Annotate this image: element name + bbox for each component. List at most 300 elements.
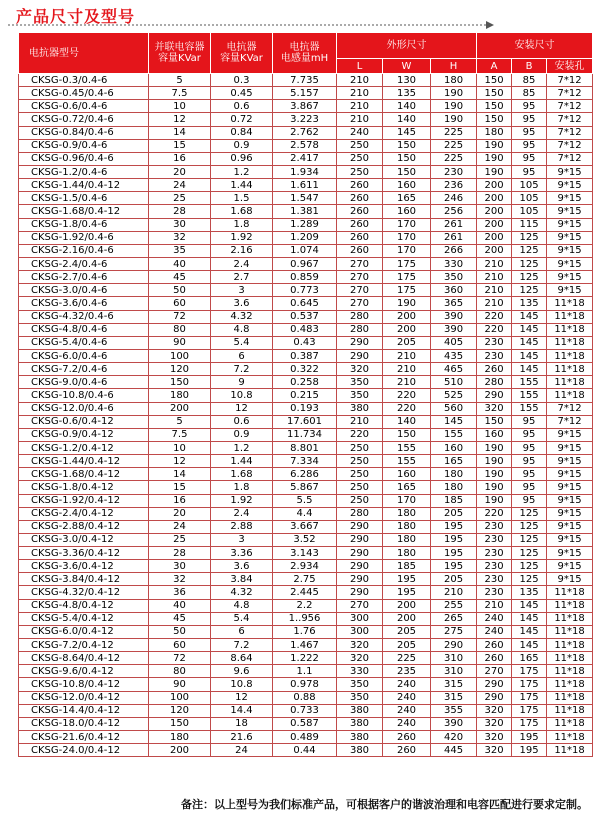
cell-dim-w: 240 [383, 678, 431, 691]
cell-dim-w: 140 [383, 113, 431, 126]
cell-reactor-kvar: 2.88 [211, 520, 273, 533]
cell-dim-l: 290 [337, 520, 383, 533]
cell-install-hole: 7*12 [547, 415, 593, 428]
cell-install-hole: 7*12 [547, 113, 593, 126]
cell-install-hole: 7*12 [547, 152, 593, 165]
table-row [19, 494, 593, 507]
cell-dim-h: 290 [431, 639, 477, 652]
cell-install-b: 95 [512, 100, 547, 113]
cell-install-b: 125 [512, 257, 547, 270]
cell-dim-l: 250 [337, 468, 383, 481]
cell-dim-h: 160 [431, 441, 477, 454]
cell-install-b: 95 [512, 468, 547, 481]
cell-inductance-mh: 2.75 [273, 573, 337, 586]
cell-install-hole: 7*12 [547, 74, 593, 87]
cell-dim-l: 320 [337, 652, 383, 665]
cell-reactor-kvar: 4.8 [211, 599, 273, 612]
cell-dim-w: 140 [383, 415, 431, 428]
cell-install-hole: 7*12 [547, 126, 593, 139]
table-row [19, 205, 593, 218]
cell-inductance-mh: 2.762 [273, 126, 337, 139]
cell-dim-l: 290 [337, 533, 383, 546]
cell-dim-l: 380 [337, 731, 383, 744]
header-hole: 安装孔 [547, 59, 593, 74]
cell-dim-h: 255 [431, 599, 477, 612]
cell-dim-w: 155 [383, 441, 431, 454]
cell-reactor-kvar: 0.84 [211, 126, 273, 139]
cell-install-hole: 9*15 [547, 205, 593, 218]
cell-install-a: 200 [477, 231, 512, 244]
cell-capacitor-kvar: 45 [149, 271, 211, 284]
cell-inductance-mh: 0.215 [273, 389, 337, 402]
cell-reactor-kvar: 4.32 [211, 310, 273, 323]
cell-model: CKSG-14.4/0.4-12 [19, 704, 149, 717]
cell-dim-w: 210 [383, 363, 431, 376]
cell-capacitor-kvar: 30 [149, 560, 211, 573]
cell-capacitor-kvar: 24 [149, 520, 211, 533]
cell-reactor-kvar: 3 [211, 533, 273, 546]
cell-dim-h: 266 [431, 244, 477, 257]
cell-install-hole: 9*15 [547, 284, 593, 297]
cell-model: CKSG-24.0/0.4-12 [19, 744, 149, 757]
cell-dim-w: 180 [383, 547, 431, 560]
table-row [19, 87, 593, 100]
cell-dim-h: 265 [431, 612, 477, 625]
cell-reactor-kvar: 10.8 [211, 678, 273, 691]
cell-install-b: 195 [512, 744, 547, 757]
cell-install-hole: 9*15 [547, 507, 593, 520]
cell-install-hole: 11*18 [547, 349, 593, 362]
cell-inductance-mh: 0.645 [273, 297, 337, 310]
cell-install-a: 150 [477, 74, 512, 87]
cell-dim-w: 160 [383, 179, 431, 192]
cell-install-a: 230 [477, 547, 512, 560]
cell-install-hole: 7*12 [547, 100, 593, 113]
cell-install-b: 95 [512, 165, 547, 178]
cell-install-a: 190 [477, 165, 512, 178]
table-row [19, 678, 593, 691]
header-capacitor [149, 33, 211, 74]
cell-install-hole: 9*15 [547, 231, 593, 244]
table-row [19, 428, 593, 441]
cell-inductance-mh: 11.734 [273, 428, 337, 441]
cell-dim-l: 350 [337, 691, 383, 704]
cell-inductance-mh: 1.222 [273, 652, 337, 665]
cell-install-hole: 11*18 [547, 704, 593, 717]
cell-dim-w: 240 [383, 717, 431, 730]
cell-install-b: 125 [512, 284, 547, 297]
cell-install-hole: 11*18 [547, 731, 593, 744]
table-row [19, 402, 593, 415]
cell-dim-w: 175 [383, 271, 431, 284]
cell-dim-h: 205 [431, 573, 477, 586]
cell-reactor-kvar: 2.16 [211, 244, 273, 257]
cell-install-a: 190 [477, 468, 512, 481]
cell-capacitor-kvar: 25 [149, 192, 211, 205]
cell-model: CKSG-2.88/0.4-12 [19, 520, 149, 533]
table-row [19, 520, 593, 533]
cell-capacitor-kvar: 80 [149, 665, 211, 678]
cell-dim-l: 290 [337, 547, 383, 560]
header-capacitor-line1: 并联电容器 [154, 42, 205, 53]
cell-dim-h: 510 [431, 376, 477, 389]
cell-install-hole: 11*18 [547, 625, 593, 638]
cell-install-hole: 11*18 [547, 744, 593, 757]
table-row [19, 139, 593, 152]
cell-dim-l: 300 [337, 612, 383, 625]
cell-inductance-mh: 7.735 [273, 74, 337, 87]
cell-reactor-kvar: 0.6 [211, 100, 273, 113]
cell-dim-h: 225 [431, 152, 477, 165]
cell-capacitor-kvar: 16 [149, 494, 211, 507]
cell-install-b: 145 [512, 599, 547, 612]
cell-reactor-kvar: 1.44 [211, 179, 273, 192]
cell-dim-h: 190 [431, 100, 477, 113]
cell-dim-h: 445 [431, 744, 477, 757]
cell-reactor-kvar: 1.92 [211, 494, 273, 507]
cell-model: CKSG-3.36/0.4-12 [19, 547, 149, 560]
cell-capacitor-kvar: 72 [149, 310, 211, 323]
cell-reactor-kvar: 1.2 [211, 441, 273, 454]
cell-model: CKSG-6.0/0.4-6 [19, 349, 149, 362]
cell-dim-l: 210 [337, 100, 383, 113]
cell-reactor-kvar: 0.72 [211, 113, 273, 126]
cell-model: CKSG-1.2/0.4-12 [19, 441, 149, 454]
cell-install-a: 230 [477, 520, 512, 533]
cell-capacitor-kvar: 28 [149, 547, 211, 560]
cell-install-a: 210 [477, 257, 512, 270]
table-row [19, 363, 593, 376]
cell-reactor-kvar: 0.6 [211, 415, 273, 428]
cell-install-b: 105 [512, 192, 547, 205]
cell-dim-h: 360 [431, 284, 477, 297]
cell-dim-l: 260 [337, 192, 383, 205]
cell-install-hole: 9*15 [547, 573, 593, 586]
cell-dim-w: 165 [383, 481, 431, 494]
header-install-dimensions: 安装尺寸 [477, 33, 593, 59]
table-row [19, 586, 593, 599]
cell-dim-h: 310 [431, 665, 477, 678]
cell-dim-h: 225 [431, 139, 477, 152]
cell-dim-w: 135 [383, 87, 431, 100]
table-row [19, 599, 593, 612]
cell-reactor-kvar: 7.2 [211, 363, 273, 376]
cell-inductance-mh: 0.387 [273, 349, 337, 362]
cell-inductance-mh: 3.867 [273, 100, 337, 113]
cell-install-hole: 11*18 [547, 652, 593, 665]
cell-inductance-mh: 0.587 [273, 717, 337, 730]
cell-inductance-mh: 1.934 [273, 165, 337, 178]
cell-model: CKSG-10.8/0.4-12 [19, 678, 149, 691]
cell-dim-h: 190 [431, 113, 477, 126]
cell-reactor-kvar: 1.8 [211, 218, 273, 231]
cell-dim-w: 180 [383, 507, 431, 520]
cell-reactor-kvar: 1.44 [211, 455, 273, 468]
cell-install-b: 145 [512, 310, 547, 323]
cell-install-hole: 11*18 [547, 336, 593, 349]
cell-install-a: 230 [477, 573, 512, 586]
cell-model: CKSG-0.84/0.4-6 [19, 126, 149, 139]
cell-capacitor-kvar: 120 [149, 363, 211, 376]
cell-model: CKSG-2.4/0.4-6 [19, 257, 149, 270]
table-row [19, 731, 593, 744]
cell-install-b: 165 [512, 652, 547, 665]
table-row [19, 165, 593, 178]
cell-model: CKSG-1.44/0.4-12 [19, 455, 149, 468]
cell-inductance-mh: 0.978 [273, 678, 337, 691]
cell-reactor-kvar: 3.6 [211, 560, 273, 573]
cell-install-hole: 9*15 [547, 179, 593, 192]
cell-reactor-kvar: 4.32 [211, 586, 273, 599]
cell-model: CKSG-7.2/0.4-12 [19, 639, 149, 652]
cell-inductance-mh: 2.934 [273, 560, 337, 573]
cell-model: CKSG-1.68/0.4-12 [19, 468, 149, 481]
cell-install-a: 320 [477, 704, 512, 717]
cell-model: CKSG-5.4/0.4-6 [19, 336, 149, 349]
table-row [19, 441, 593, 454]
cell-install-b: 175 [512, 678, 547, 691]
cell-dim-w: 205 [383, 625, 431, 638]
cell-model: CKSG-6.0/0.4-12 [19, 625, 149, 638]
cell-inductance-mh: 3.223 [273, 113, 337, 126]
cell-capacitor-kvar: 14 [149, 126, 211, 139]
cell-model: CKSG-0.6/0.4-6 [19, 100, 149, 113]
cell-capacitor-kvar: 35 [149, 244, 211, 257]
cell-dim-w: 190 [383, 297, 431, 310]
cell-capacitor-kvar: 24 [149, 179, 211, 192]
cell-dim-w: 235 [383, 665, 431, 678]
cell-dim-l: 210 [337, 74, 383, 87]
cell-inductance-mh: 0.733 [273, 704, 337, 717]
header-reactor-line1: 电抗器 [226, 42, 257, 53]
cell-dim-w: 160 [383, 205, 431, 218]
cell-reactor-kvar: 3.6 [211, 297, 273, 310]
cell-dim-h: 195 [431, 533, 477, 546]
cell-capacitor-kvar: 12 [149, 455, 211, 468]
cell-model: CKSG-9.6/0.4-12 [19, 665, 149, 678]
table-header [19, 33, 593, 74]
cell-install-a: 280 [477, 376, 512, 389]
cell-install-hole: 11*18 [547, 639, 593, 652]
cell-inductance-mh: 0.537 [273, 310, 337, 323]
cell-dim-w: 200 [383, 310, 431, 323]
cell-model: CKSG-9.0/0.4-6 [19, 376, 149, 389]
cell-reactor-kvar: 0.96 [211, 152, 273, 165]
header-outer-dimensions: 外形尺寸 [337, 33, 477, 59]
cell-dim-h: 355 [431, 704, 477, 717]
cell-install-b: 95 [512, 428, 547, 441]
cell-capacitor-kvar: 180 [149, 731, 211, 744]
table-row [19, 284, 593, 297]
cell-reactor-kvar: 6 [211, 349, 273, 362]
cell-install-a: 210 [477, 284, 512, 297]
table-row [19, 100, 593, 113]
cell-model: CKSG-3.0/0.4-6 [19, 284, 149, 297]
cell-install-b: 135 [512, 586, 547, 599]
cell-install-b: 145 [512, 639, 547, 652]
cell-inductance-mh: 1.209 [273, 231, 337, 244]
cell-inductance-mh: 1.76 [273, 625, 337, 638]
cell-dim-h: 185 [431, 494, 477, 507]
cell-dim-w: 195 [383, 586, 431, 599]
table-row [19, 507, 593, 520]
cell-dim-w: 160 [383, 468, 431, 481]
cell-inductance-mh: 8.801 [273, 441, 337, 454]
cell-inductance-mh: 6.286 [273, 468, 337, 481]
cell-dim-w: 170 [383, 244, 431, 257]
cell-install-b: 175 [512, 717, 547, 730]
cell-install-a: 230 [477, 533, 512, 546]
table-row [19, 560, 593, 573]
cell-install-b: 115 [512, 218, 547, 231]
cell-install-a: 190 [477, 441, 512, 454]
cell-reactor-kvar: 7.2 [211, 639, 273, 652]
cell-dim-h: 435 [431, 349, 477, 362]
cell-inductance-mh: 2.578 [273, 139, 337, 152]
cell-dim-l: 220 [337, 428, 383, 441]
cell-install-a: 290 [477, 678, 512, 691]
cell-dim-h: 225 [431, 126, 477, 139]
cell-install-a: 190 [477, 494, 512, 507]
cell-dim-w: 225 [383, 652, 431, 665]
cell-install-b: 125 [512, 560, 547, 573]
cell-reactor-kvar: 10.8 [211, 389, 273, 402]
cell-install-a: 240 [477, 625, 512, 638]
cell-install-a: 230 [477, 349, 512, 362]
cell-install-b: 145 [512, 612, 547, 625]
cell-install-a: 220 [477, 310, 512, 323]
cell-inductance-mh: 0.967 [273, 257, 337, 270]
cell-install-a: 220 [477, 323, 512, 336]
cell-reactor-kvar: 0.3 [211, 74, 273, 87]
cell-install-a: 200 [477, 218, 512, 231]
cell-install-hole: 11*18 [547, 389, 593, 402]
cell-install-a: 260 [477, 363, 512, 376]
cell-dim-w: 130 [383, 74, 431, 87]
header-inductance-line2: 电感量mH [280, 53, 329, 64]
cell-dim-w: 165 [383, 192, 431, 205]
cell-dim-w: 170 [383, 231, 431, 244]
table-row [19, 231, 593, 244]
cell-inductance-mh: 2.2 [273, 599, 337, 612]
cell-install-hole: 9*15 [547, 481, 593, 494]
header-H: H [431, 59, 477, 74]
cell-dim-h: 155 [431, 428, 477, 441]
cell-install-hole: 9*15 [547, 533, 593, 546]
cell-install-b: 135 [512, 297, 547, 310]
cell-dim-l: 210 [337, 113, 383, 126]
cell-install-a: 240 [477, 612, 512, 625]
cell-dim-h: 315 [431, 678, 477, 691]
cell-inductance-mh: 17.601 [273, 415, 337, 428]
cell-install-b: 125 [512, 547, 547, 560]
cell-install-hole: 11*18 [547, 586, 593, 599]
cell-dim-l: 290 [337, 586, 383, 599]
cell-model: CKSG-2.7/0.4-6 [19, 271, 149, 284]
cell-reactor-kvar: 1.2 [211, 165, 273, 178]
cell-capacitor-kvar: 200 [149, 744, 211, 757]
cell-install-b: 95 [512, 152, 547, 165]
cell-model: CKSG-2.4/0.4-12 [19, 507, 149, 520]
cell-capacitor-kvar: 10 [149, 441, 211, 454]
cell-install-a: 210 [477, 297, 512, 310]
cell-dim-l: 250 [337, 455, 383, 468]
cell-dim-w: 150 [383, 428, 431, 441]
table-row [19, 468, 593, 481]
cell-model: CKSG-3.6/0.4-6 [19, 297, 149, 310]
cell-dim-l: 350 [337, 678, 383, 691]
table-row [19, 192, 593, 205]
table-row [19, 744, 593, 757]
cell-reactor-kvar: 18 [211, 717, 273, 730]
table-row [19, 612, 593, 625]
cell-reactor-kvar: 2.4 [211, 257, 273, 270]
cell-dim-w: 260 [383, 744, 431, 757]
cell-dim-h: 180 [431, 74, 477, 87]
cell-dim-w: 185 [383, 560, 431, 573]
cell-inductance-mh: 5.867 [273, 481, 337, 494]
cell-install-a: 150 [477, 415, 512, 428]
header-A: A [477, 59, 512, 74]
cell-model: CKSG-1.44/0.4-12 [19, 179, 149, 192]
cell-dim-l: 250 [337, 494, 383, 507]
cell-inductance-mh: 1.381 [273, 205, 337, 218]
cell-install-b: 145 [512, 349, 547, 362]
header-capacitor-line2: 容量KVar [158, 53, 201, 64]
cell-dim-l: 250 [337, 165, 383, 178]
table-row [19, 639, 593, 652]
cell-capacitor-kvar: 32 [149, 573, 211, 586]
cell-dim-w: 170 [383, 218, 431, 231]
table-row [19, 336, 593, 349]
table-body [19, 74, 593, 757]
cell-install-a: 260 [477, 639, 512, 652]
cell-dim-h: 365 [431, 297, 477, 310]
cell-dim-h: 205 [431, 507, 477, 520]
cell-install-hole: 11*18 [547, 599, 593, 612]
cell-install-b: 125 [512, 244, 547, 257]
table-row [19, 152, 593, 165]
table-row [19, 415, 593, 428]
cell-install-hole: 7*12 [547, 139, 593, 152]
cell-install-a: 200 [477, 179, 512, 192]
cell-install-a: 190 [477, 139, 512, 152]
header-inductance [273, 33, 337, 74]
cell-inductance-mh: 0.193 [273, 402, 337, 415]
cell-dim-w: 220 [383, 402, 431, 415]
cell-model: CKSG-4.8/0.4-6 [19, 323, 149, 336]
cell-model: CKSG-0.3/0.4-6 [19, 74, 149, 87]
cell-install-hole: 9*15 [547, 494, 593, 507]
cell-install-b: 145 [512, 625, 547, 638]
cell-dim-l: 260 [337, 218, 383, 231]
cell-dim-w: 240 [383, 704, 431, 717]
table-row [19, 244, 593, 257]
cell-dim-l: 260 [337, 231, 383, 244]
cell-reactor-kvar: 9 [211, 376, 273, 389]
cell-dim-h: 330 [431, 257, 477, 270]
cell-inductance-mh: 0.773 [273, 284, 337, 297]
cell-model: CKSG-3.0/0.4-12 [19, 533, 149, 546]
cell-inductance-mh: 3.143 [273, 547, 337, 560]
cell-dim-h: 165 [431, 455, 477, 468]
cell-inductance-mh: 1.611 [273, 179, 337, 192]
table-row [19, 665, 593, 678]
cell-dim-h: 315 [431, 691, 477, 704]
cell-dim-h: 210 [431, 586, 477, 599]
cell-model: CKSG-3.6/0.4-12 [19, 560, 149, 573]
cell-install-hole: 9*15 [547, 192, 593, 205]
